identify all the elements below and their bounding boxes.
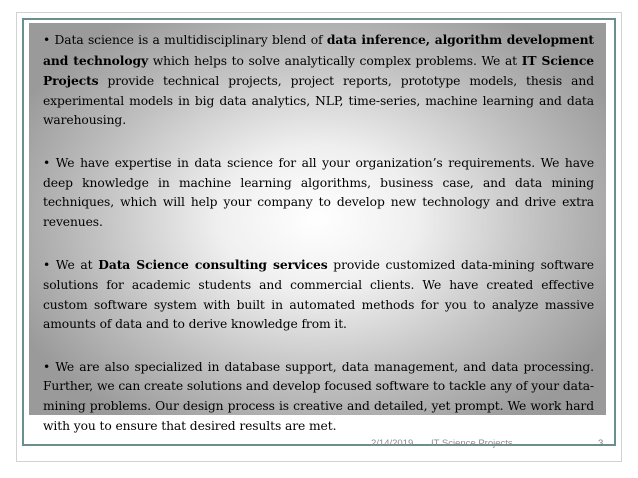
paragraph-3-bold-text: Data Science consulting services	[98, 257, 328, 273]
paragraph-1	[43, 30, 594, 131]
paragraph-3	[43, 255, 594, 334]
paragraph-2-text: • We have expertise in data science for all your organization’s requirements. We have deep knowledge in machine learning algorithms, business case, and data mining techniques, which will help your company to develop new technology and drive extra revenues.	[43, 155, 594, 229]
footer-date: 2/14/2019	[371, 438, 414, 449]
paragraph-1-text: provide technical projects, project reports, prototype models, thesis and experimental models in big data analytics, NLP, time-series, machine learning and data warehousing.	[43, 74, 594, 128]
paragraph-4	[43, 358, 594, 436]
slide-text-box	[29, 23, 606, 433]
paragraph-1-text: • Data science is a multidisciplinary blend of	[43, 33, 327, 47]
paragraph-1-text: which helps to solve analytically complex problems. We at	[148, 53, 522, 68]
paragraph-4-text: • We are also specialized in database support, data management, and data processing. Further, we can create solutions and develop focused software to tackle any of your data-mining problems. Our design process is creative and detailed, yet prompt. We work hard with you to ensure that desired results are met.	[43, 359, 594, 433]
footer-page-number: 3	[598, 438, 604, 449]
paragraph-3-text: • We at	[43, 258, 99, 273]
paragraph-2	[43, 154, 594, 232]
paragraph-1-bold-text: data inference, algorithm development and technology	[43, 32, 594, 68]
paragraph-1-bold-text: IT Science Projects	[43, 52, 594, 89]
paragraph-3-text: provide customized data-mining software solutions for academic students and commercial clients. We have created effective custom software system with built in automated methods for you to analyze massive amounts of data and to derive knowledge from it.	[43, 258, 594, 332]
footer-title: IT Science Projects	[431, 438, 513, 449]
